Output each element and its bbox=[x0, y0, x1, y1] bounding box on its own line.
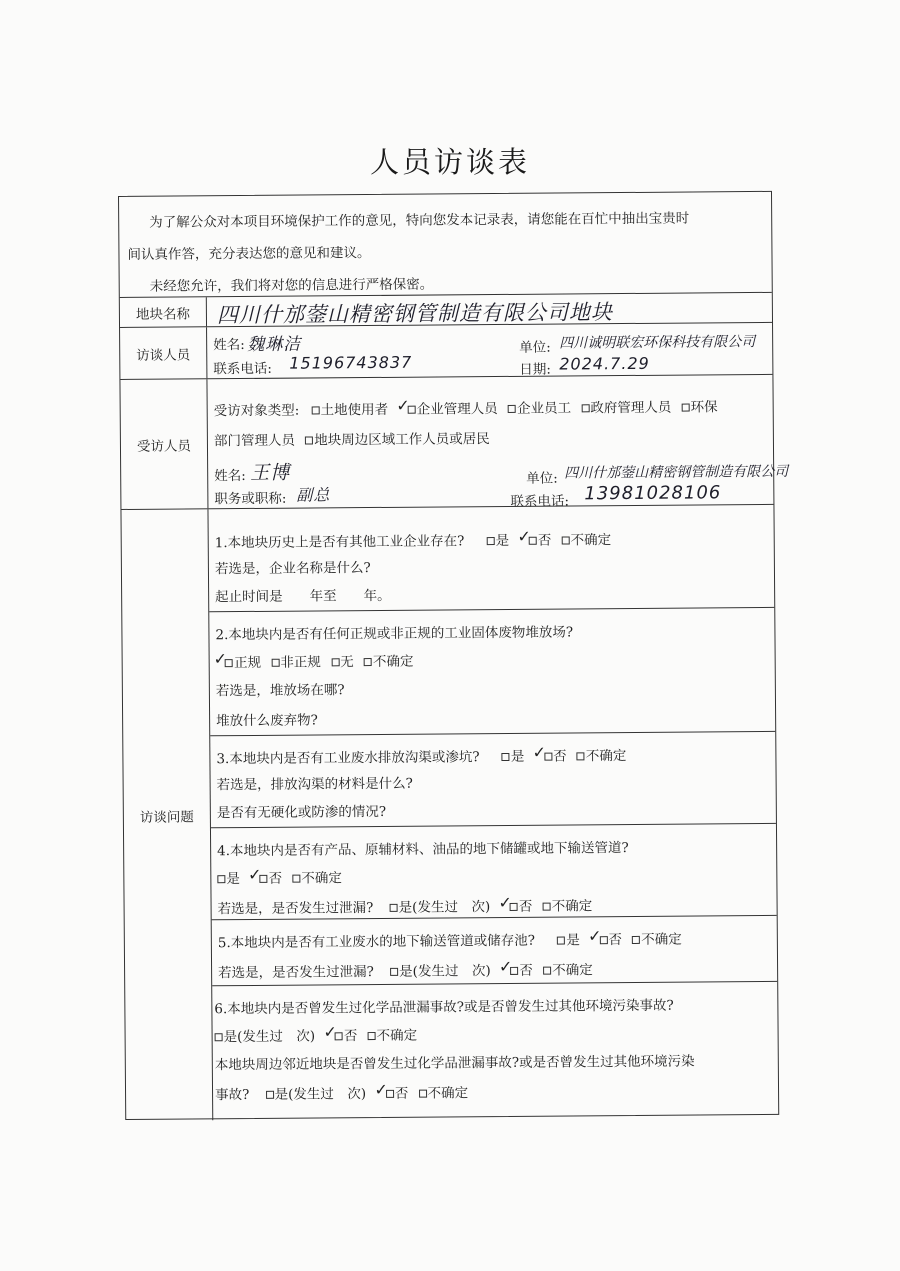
interviewee-label: 受访人员 bbox=[120, 379, 208, 509]
interviewer-label: 访谈人员 bbox=[120, 327, 207, 379]
q3-option-unsure[interactable]: 不确定 bbox=[577, 744, 627, 764]
q5-option-no[interactable]: ✓ 否 bbox=[587, 926, 623, 949]
q6-option-yes[interactable]: 是(发生过 次) bbox=[215, 1024, 316, 1045]
check-mark-icon: ✓ bbox=[587, 926, 602, 946]
q2-option-unsure[interactable]: 不确定 bbox=[364, 650, 414, 670]
q6-sub-line-2: 事故? 是(发生过 次) ✓ 否 不确定 bbox=[215, 1079, 469, 1104]
option-enterprise-manager[interactable]: ✓ 企业管理人员 bbox=[396, 395, 498, 418]
interview-form bbox=[118, 191, 789, 1120]
q1-option-no[interactable]: ✓ 否 bbox=[517, 526, 552, 549]
q4-followup: 若选是，是否发生过泄漏? 是(发生过 次) ✓ 否 不确定 bbox=[217, 892, 593, 918]
interviewer-date-value: 2024.7.29 bbox=[559, 353, 650, 374]
check-mark-icon: ✓ bbox=[213, 649, 228, 669]
q3-option-no[interactable]: ✓ 否 bbox=[532, 742, 567, 765]
q4-option-yes[interactable]: 是 bbox=[217, 867, 240, 887]
q-divider bbox=[210, 731, 775, 736]
q1-followup-1: 若选是，企业名称是什么? bbox=[214, 560, 371, 578]
interviewee-type-line-2: 部门管理人员 地块周边区域工作人员或居民 bbox=[214, 427, 496, 449]
interviewee-type-label: 受访对象类型: bbox=[213, 402, 300, 420]
intro-line-3: 未经您允许，我们将对您的信息进行严格保密。 bbox=[149, 276, 434, 295]
check-mark-icon: ✓ bbox=[498, 892, 512, 913]
q3-followup-2: 是否有无硬化或防渗的情况? bbox=[216, 803, 387, 822]
q-divider bbox=[211, 823, 776, 828]
check-mark-icon: ✓ bbox=[374, 1079, 388, 1100]
q2-followup-1: 若选是，堆放场在哪? bbox=[215, 682, 345, 700]
check-mark-icon: ✓ bbox=[498, 956, 513, 977]
check-mark-icon: ✓ bbox=[396, 395, 410, 415]
q1-text: 1.本地块历史上是否有其他工业企业存在? 是 ✓ 否 不确定 bbox=[214, 526, 612, 552]
q4-options bbox=[217, 866, 348, 887]
interviewee-type-line-1 bbox=[214, 395, 724, 419]
q-divider bbox=[212, 981, 777, 986]
q2-option-informal[interactable]: 非正规 bbox=[271, 650, 321, 670]
interviewer-name-label: 姓名: bbox=[213, 337, 245, 354]
site-label: 地块名称 bbox=[120, 297, 207, 327]
q4-option-no[interactable]: ✓ 否 bbox=[248, 864, 283, 887]
q4-option-unsure[interactable]: 不确定 bbox=[292, 866, 342, 886]
interviewer-name-value: 魏琳洁 bbox=[247, 334, 302, 355]
check-mark-icon: ✓ bbox=[248, 864, 262, 884]
interviewer-date-label: 日期: bbox=[519, 361, 552, 378]
interviewer-phone-value: 15196743837 bbox=[289, 352, 413, 373]
questions-section bbox=[121, 504, 778, 1121]
q3-followup-1: 若选是，排放沟渠的材料是什么? bbox=[216, 775, 413, 794]
interviewee-phone-label: 联系电话: bbox=[510, 493, 570, 510]
interviewee-phone-value: 13981028106 bbox=[584, 482, 722, 505]
check-mark-icon: ✓ bbox=[323, 1022, 337, 1042]
q6-sub-option-no[interactable]: ✓ 否 bbox=[374, 1079, 409, 1102]
check-mark-icon: ✓ bbox=[517, 526, 531, 546]
q5-text: 5.本地块内是否有工业废水的地下输送管道或储存池? 是 ✓ 否 不确定 bbox=[217, 926, 682, 952]
q4-text: 4.本地块内是否有产品、原辅材料、油品的地下储罐或地下输送管道? bbox=[217, 840, 629, 860]
interviewer-phone-label: 联系电话: bbox=[213, 360, 272, 378]
q5-option-yes[interactable]: 是 bbox=[557, 928, 580, 948]
intro-line-1: 为了解公众对本项目环境保护工作的意见，特向您发本记录表，请您能在百忙中抽出宝贵时 bbox=[149, 210, 690, 231]
option-government-manager[interactable]: 政府管理人员 bbox=[581, 396, 671, 417]
interviewer-unit-label: 单位: bbox=[519, 339, 551, 356]
intro-line-2: 间认真作答，充分表达您的意见和建议。 bbox=[127, 245, 371, 263]
q2-followup-2: 堆放什么废弃物? bbox=[216, 712, 318, 730]
q5-leak-option-yes[interactable]: 是(发生过 次) bbox=[390, 959, 491, 980]
interviewee-unit-label: 单位: bbox=[526, 470, 558, 487]
site-name-value: 四川什邡蓥山精密钢管制造有限公司地块 bbox=[216, 300, 614, 328]
q6-text: 6.本地块内是否曾发生过化学品泄漏事故?或是否曾发生过其他环境污染事故? bbox=[214, 997, 674, 1018]
q2-option-none[interactable]: 无 bbox=[331, 650, 354, 670]
interviewee-unit-value: 四川什邡蓥山精密钢管制造有限公司 bbox=[564, 463, 789, 482]
q2-options bbox=[213, 649, 420, 672]
interviewee-title-value: 副总 bbox=[296, 485, 331, 505]
option-env-protection[interactable]: 环保 bbox=[682, 395, 718, 415]
q3-option-yes[interactable]: 是 bbox=[502, 745, 525, 765]
q1-option-unsure[interactable]: 不确定 bbox=[562, 528, 612, 548]
q5-followup: 若选是，是否发生过泄漏? 是(发生过 次) ✓ 否 不确定 bbox=[218, 956, 593, 982]
interviewee-row bbox=[120, 374, 789, 510]
q5-leak-option-no[interactable]: ✓ 否 bbox=[498, 956, 533, 979]
q3-text: 3.本地块内是否有工业废水排放沟渠或渗坑? 是 ✓ 否 不确定 bbox=[216, 742, 627, 768]
interviewee-name-label: 姓名: bbox=[214, 468, 246, 485]
q2-text: 2.本地块内是否有任何正规或非正规的工业固体废物堆放场? bbox=[215, 624, 574, 644]
q5-option-unsure[interactable]: 不确定 bbox=[632, 928, 682, 948]
q6-sub-text-1: 本地块周边邻近地块是否曾发生过化学品泄漏事故?或是否曾发生过其他环境污染 bbox=[214, 1053, 695, 1074]
q1-option-yes[interactable]: 是 bbox=[487, 529, 510, 549]
q1-followup-2: 起止时间是 年至 年。 bbox=[215, 587, 391, 606]
q6-option-unsure[interactable]: 不确定 bbox=[368, 1024, 418, 1044]
q-divider bbox=[209, 607, 774, 612]
q4-leak-option-yes[interactable]: 是(发生过 次) bbox=[390, 895, 491, 916]
q5-leak-option-unsure[interactable]: 不确定 bbox=[543, 958, 593, 978]
interviewer-unit-value: 四川诚明联宏环保科技有限公司 bbox=[559, 334, 756, 352]
option-enterprise-staff[interactable]: 企业员工 bbox=[508, 396, 571, 416]
option-nearby-resident[interactable]: 地块周边区域工作人员或居民 bbox=[305, 427, 490, 448]
q6-options bbox=[215, 1024, 424, 1046]
q4-leak-option-no[interactable]: ✓ 否 bbox=[498, 892, 533, 915]
option-land-user[interactable]: 土地使用者 bbox=[311, 398, 388, 419]
q6-sub-option-yes[interactable]: 是(发生过 次) bbox=[266, 1082, 367, 1103]
q6-option-no[interactable]: ✓ 否 bbox=[323, 1022, 358, 1045]
q4-leak-option-unsure[interactable]: 不确定 bbox=[543, 894, 593, 914]
q2-option-formal[interactable]: ✓ 正规 bbox=[213, 649, 262, 672]
interviewee-title-label: 职务或职称: bbox=[214, 490, 287, 508]
interviewer-row bbox=[120, 322, 772, 379]
q6-sub-option-unsure[interactable]: 不确定 bbox=[419, 1081, 469, 1101]
page-title: 人员访谈表 bbox=[369, 145, 530, 179]
check-mark-icon: ✓ bbox=[532, 742, 547, 762]
interviewee-name-value: 王博 bbox=[250, 461, 291, 484]
questions-label: 访谈问题 bbox=[121, 509, 213, 1121]
